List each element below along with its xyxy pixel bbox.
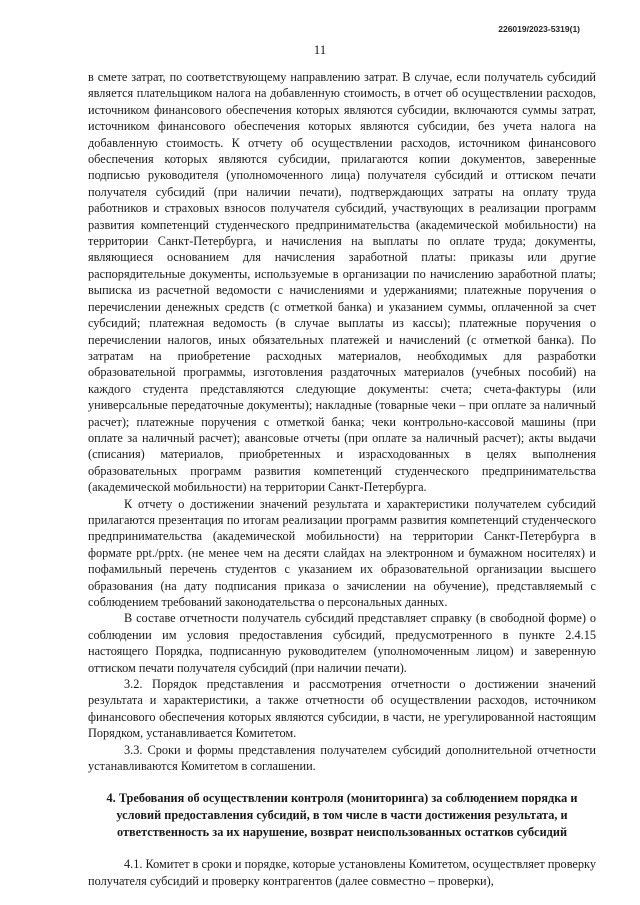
- document-id: 226019/2023-5319(1): [498, 24, 580, 34]
- paragraph-3-3: 3.3. Сроки и формы представления получателем субсидий дополнительной отчетности устанавливаются Комитетом в соглашении.: [88, 742, 596, 774]
- section-heading-4: 4. Требования об осуществлении контроля (мониторинга) за соблюдением порядка и условий предоставления субсидий, в том числе в части достижения результата, и ответственность за их нарушение, возврат неиспользованных остатков субсидий: [106, 791, 578, 839]
- paragraph-4-1: 4.1. Комитет в сроки и порядке, которые установлены Комитетом, осуществляет проверку получателя субсидий и проверку контрагентов (далее совместно – проверки),: [88, 857, 596, 888]
- paragraph-presentation: К отчету о достижении значений результата и характеристики получателем субсидий прилагаются презентация по итогам реализации программ развития компетенций студенческого предпринимательства (академической мобильности) на территории Санкт-Петербурга в формате ppt./pptx. (не менее чем на десяти слайдах на электронном и бумажном носителях) и пофамильный перечень студентов с указанием их образовательной организации высшего образования (на дату подписания приказа о зачислении на обучение), представляемый с соблюдением требований законодательства о персональных данных.: [88, 496, 596, 609]
- page-number: 11: [313, 42, 327, 57]
- paragraph-certificate: В составе отчетности получатель субсидий представляет справку (в свободной форме) о соблюдении им условия предоставления субсидий, предусмотренного в пункте 2.4.15 настоящего Порядка, подписанную руководителем (уполномоченным лицом) и заверенную оттиском печати получателя субсидий (при наличии печати).: [88, 611, 596, 675]
- document-body: [88, 69, 596, 889]
- paragraph-continuation: в смете затрат, по соответствующему направлению затрат. В случае, если получатель субсидий является плательщиком налога на добавленную стоимость, в отчет об осуществлении расходов, источником финансового обеспечения которых являются субсидии, включаются суммы затрат, источником финансового обеспечения которых являются субсидии, без учета налога на добавленную стоимость. К отчету об осуществлении расходов, источником финансового обеспечения которых являются субсидии, прилагаются копии документов, заверенные подписью руководителя (уполномоченного лица) получателя субсидий и оттиском печати получателя субсидий (при наличии печати), подтверждающих затраты на оплату труда работников и страховых взносов получателя субсидий, участвующих в реализации программ развития компетенций студенческого предпринимательства (академической мобильности) на территории Санкт-Петербурга, и начисления на выплаты по оплате труда; документы, являющиеся основанием для начисления заработной платы: приказы или другие распорядительные документы, используемые в организации по начислению заработной платы; выписка из расчетной ведомости с начислениями и удержаниями; платежные поручения о перечислении денежных средств (с отметкой банка) и указанием суммы, оплаченной за счет субсидий; платежная ведомость (в случае выплаты из кассы); платежные поручения о перечислении налогов, иных обязательных платежей и начислений (с отметкой банка). По затратам на приобретение расходных материалов, необходимых для разработки образовательной программы, изготовления раздаточных материалов (учебных пособий) на каждого студента представляются следующие документы: счета; счета-фактуры (или универсальные передаточные документы); накладные (товарные чеки – при оплате за наличный расчет); платежные поручения с отметкой банка; чеки контрольно-кассовой машины (при оплате за наличный расчет); авансовые отчеты (при оплате за наличный расчет); акты выдачи (списания) материалов, приобретенных и израсходованных в целях выполнения образовательных программ развития компетенций студенческого предпринимательства (академической мобильности) на территории Санкт-Петербурга.: [88, 70, 596, 495]
- paragraph-3-2: 3.2. Порядок представления и рассмотрения отчетности о достижении значений результата и характеристики, а также отчетности об осуществлении расходов, источником финансового обеспечения которых являются субсидии, в части, не урегулированной настоящим Порядком, устанавливается Комитетом.: [88, 677, 596, 741]
